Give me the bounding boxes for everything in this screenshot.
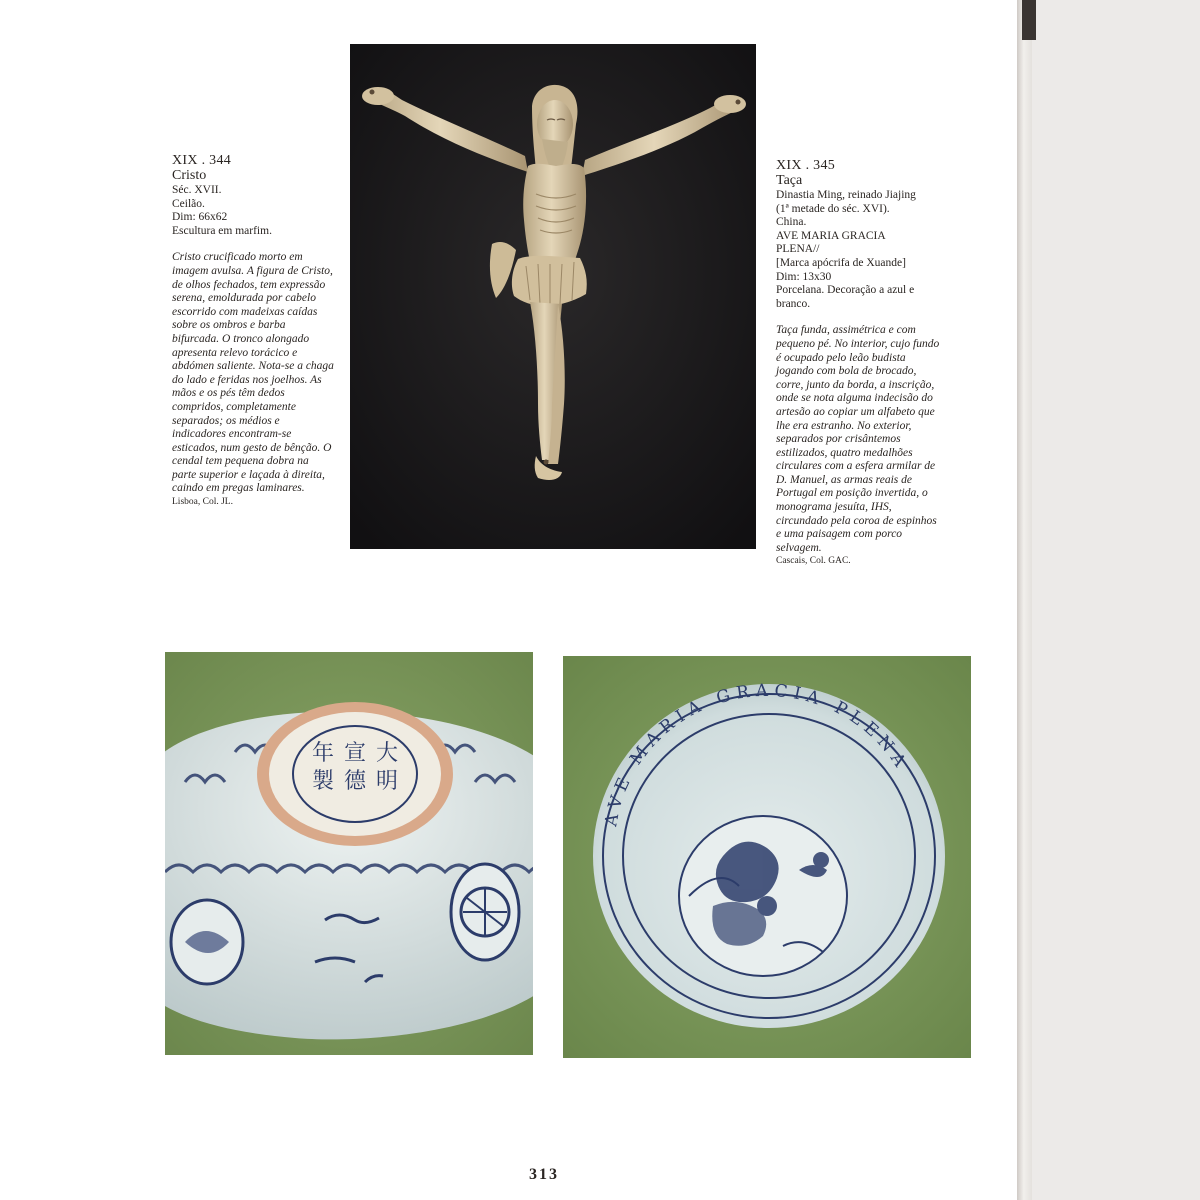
page-edge: [1017, 0, 1032, 1200]
item-collection: Lisboa, Col. JL.: [172, 497, 233, 508]
item-line: China.: [776, 216, 807, 229]
caption-345: [776, 158, 940, 568]
item-line: Dim: 66x62: [172, 211, 228, 224]
ivory-christ-figure: [350, 44, 756, 549]
reign-mark-char: 年: [311, 741, 335, 766]
item-number: XIX . 344: [172, 153, 232, 168]
item-line: PLENA//: [776, 243, 820, 256]
item-line: Dim: 13x30: [776, 270, 832, 283]
item-number: XIX . 345: [776, 158, 836, 173]
reign-mark-char: 明: [375, 769, 399, 794]
item-description: Cristo crucificado morto em imagem avulsa. A figura de Cristo, de olhos fechados, tem expressão serena, emoldurada por cabelo escorrido com madeixas caídas sobre os ombros e barba bifurcada. O tronco alongado apresenta relevo torácico e abdómen saliente. Nota-se a chaga do lado e feridas nos joelhos. As mãos e os pés têm dedos compridos, completamente separados; os médios e indicadores encontram-se esticados, num gesto de bênção. O cendal tem pequena dobra na parte superior e laçada à direita, caindo em pregas laminares.: [172, 251, 334, 495]
caption-344: [172, 153, 334, 509]
reign-mark-char: 宣: [343, 741, 367, 766]
page-number: 313: [529, 1166, 559, 1183]
crucifix-photo: [350, 44, 756, 549]
item-line: Ceilão.: [172, 197, 205, 210]
bowl-interior-photo: [563, 656, 971, 1058]
page-corner-shadow: [1022, 0, 1036, 40]
item-line: AVE MARIA GRACIA: [776, 229, 886, 242]
reign-mark-char: 德: [343, 769, 367, 794]
item-title: Taça: [776, 173, 803, 188]
bowl-exterior-photo: [165, 652, 533, 1055]
item-line: [Marca apócrifa de Xuande]: [776, 256, 906, 269]
porcelain-bowl-base: [165, 652, 533, 1055]
item-title: Cristo: [172, 168, 207, 183]
porcelain-bowl-interior: [563, 656, 971, 1058]
item-collection: Cascais, Col. GAC.: [776, 556, 851, 567]
item-line: Séc. XVII.: [172, 184, 222, 196]
reign-mark-char: 製: [311, 769, 335, 794]
reign-mark-char: 大: [375, 741, 399, 766]
item-line: (1ª metade do séc. XVI).: [776, 202, 890, 215]
rim-inscription: AVE MARIA GRACIA PLENA: [601, 680, 913, 828]
item-line: branco.: [776, 297, 811, 310]
item-line: Escultura em marfim.: [172, 224, 272, 237]
scan-background: [1017, 0, 1200, 1200]
item-line: Porcelana. Decoração a azul e: [776, 284, 915, 297]
item-description: Taça funda, assimétrica e com pequeno pé. No interior, cujo fundo é ocupado pelo leão budista jogando com bola de brocado, corre, junto da borda, a inscrição, onde se nota alguma indecisão do artesão ao copiar um alfabeto que lhe era estranho. No exterior, separados por crisântemos estilizados, quatro medalhões circulares com a esfera armilar de D. Manuel, as armas reais de Portugal em posição invertida, o monograma jesuíta, IHS, circundado pela coroa de espinhos e uma paisagem com porco selvagem.: [776, 324, 940, 554]
item-line: Dinastia Ming, reinado Jiajing: [776, 189, 916, 201]
